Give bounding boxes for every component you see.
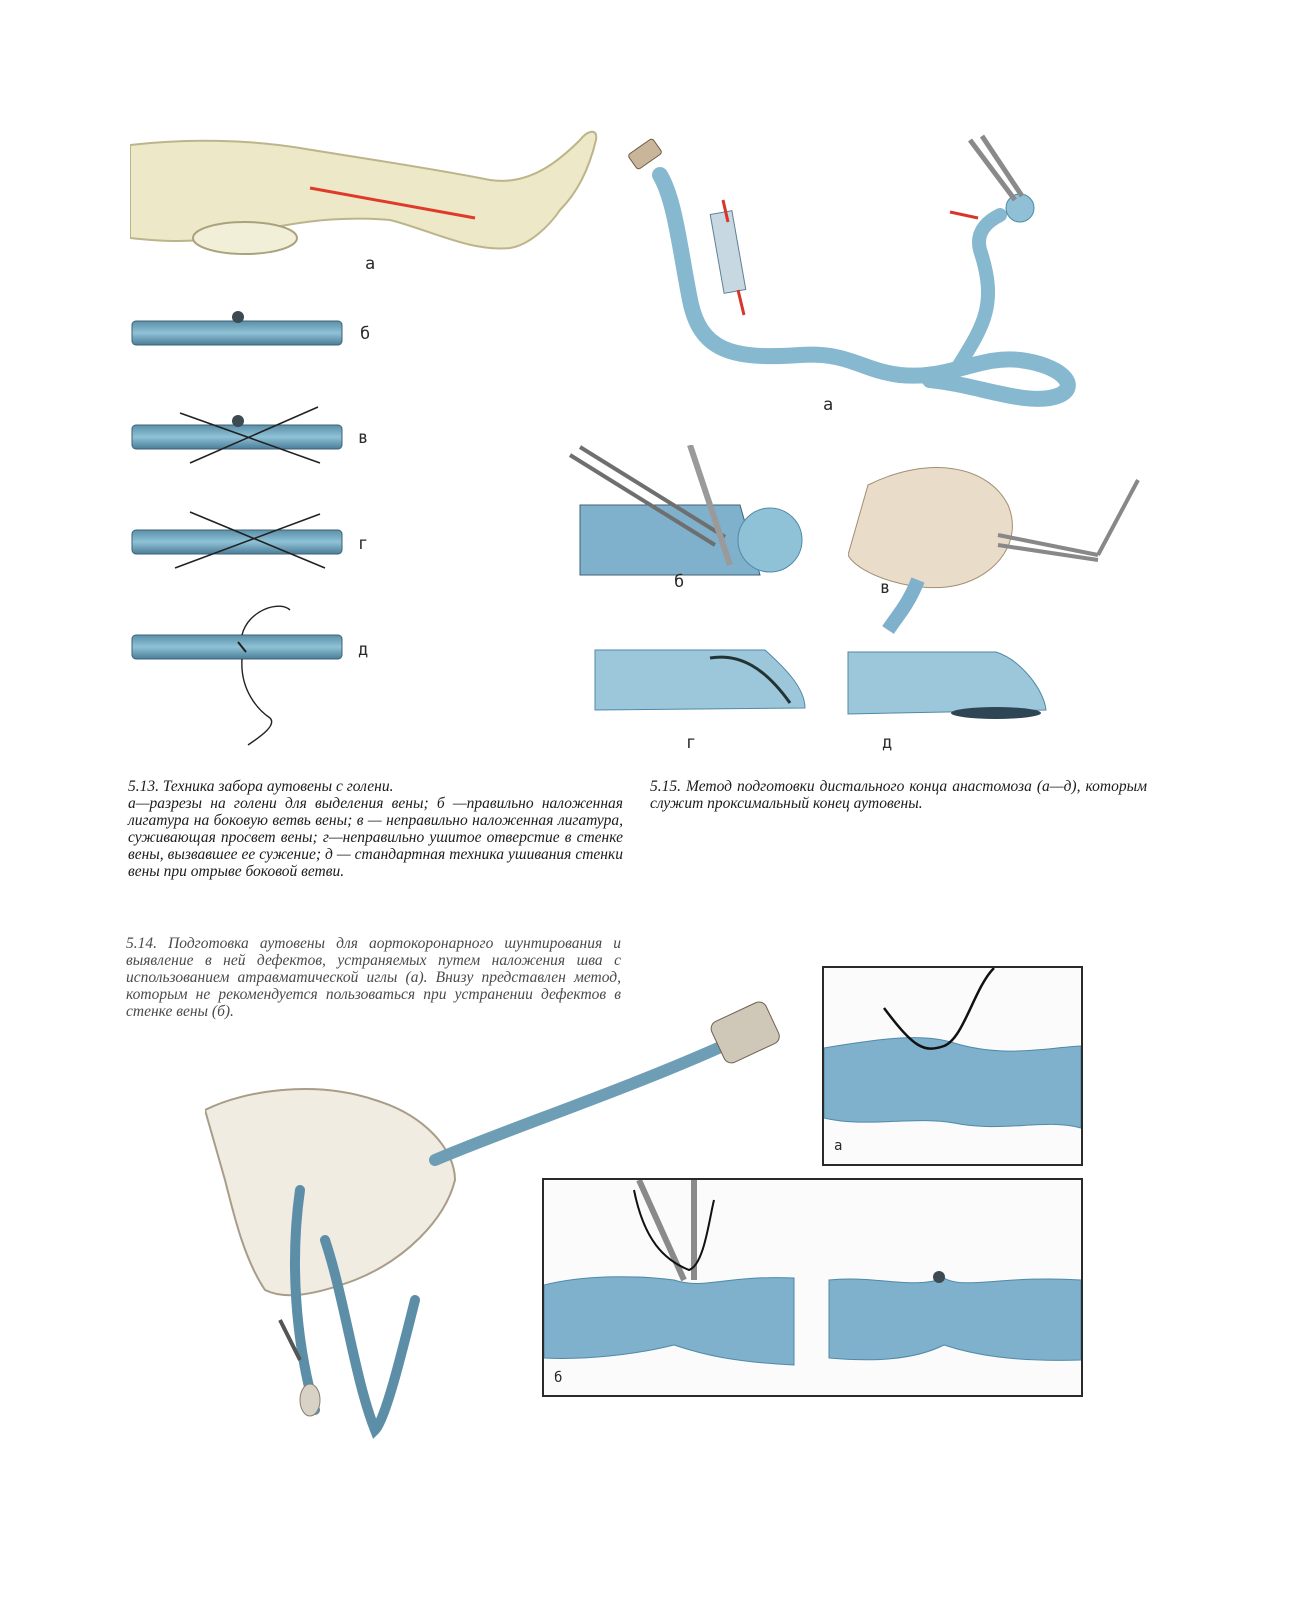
caption-5-14-text: 5.14. Подготовка аутовены для аортокоронарного шунтирования и выявление в ней дефектов, устраняемых путем наложения шва с использованием атравматической иглы (а). Внизу представлен метод, которым не рекомендуется пользоваться при устранении дефектов в стенке вены (б). — [126, 935, 621, 1020]
label-5-15-a: а — [823, 395, 834, 415]
label-5-14-b: б — [554, 1370, 563, 1386]
vein-5-13-g — [130, 510, 345, 570]
figure-5-14-b-panel — [542, 1178, 1083, 1397]
label-5-15-b: б — [674, 572, 685, 592]
label-5-13-b: б — [360, 324, 371, 344]
caption-5-13-text: а—разрезы на голени для выделения вены; б —правильно наложенная лигатура на боковую ветвь вены; в — неправильно наложенная лигатура, суживающая просвет вены; г—неправильно ушитое отверстие в стенке вены, вызвавшее ее сужение; д — стандартная техника ушивания стенки вены при отрыве боковой ветви. — [128, 795, 623, 880]
vein-5-13-b — [130, 305, 345, 350]
figure-5-15-v — [848, 445, 1148, 635]
label-5-13-v: в — [358, 428, 369, 448]
figure-5-15-g — [590, 648, 815, 723]
caption-5-13 — [128, 778, 623, 880]
figure-5-15-a-vein — [620, 130, 1090, 410]
caption-5-13-title: 5.13. Техника забора аутовены с голени. — [128, 778, 394, 795]
vein-5-13-v — [130, 405, 345, 465]
caption-5-15-text: 5.15. Метод подготовки дистального конца анастомоза (а—д), которым служит проксимальный конец аутовены. — [650, 778, 1147, 812]
figure-5-14-b-veins — [544, 1180, 1081, 1395]
figure-5-15-d — [846, 650, 1056, 740]
label-5-15-d: д — [882, 733, 893, 753]
figure-5-13-leg — [130, 120, 600, 270]
caption-5-15 — [650, 778, 1147, 812]
label-5-13-d: д — [358, 640, 369, 660]
label-5-15-g: г — [686, 733, 697, 753]
vein-5-13-d — [130, 600, 345, 750]
label-5-13-g: г — [358, 534, 369, 554]
label-5-13-a: а — [365, 254, 376, 274]
figure-5-15-b — [565, 445, 830, 590]
label-5-15-v: в — [880, 578, 891, 598]
figure-5-14-a-vein — [824, 968, 1081, 1164]
figure-5-14-a-panel — [822, 966, 1083, 1166]
label-5-14-a: а — [834, 1138, 843, 1154]
